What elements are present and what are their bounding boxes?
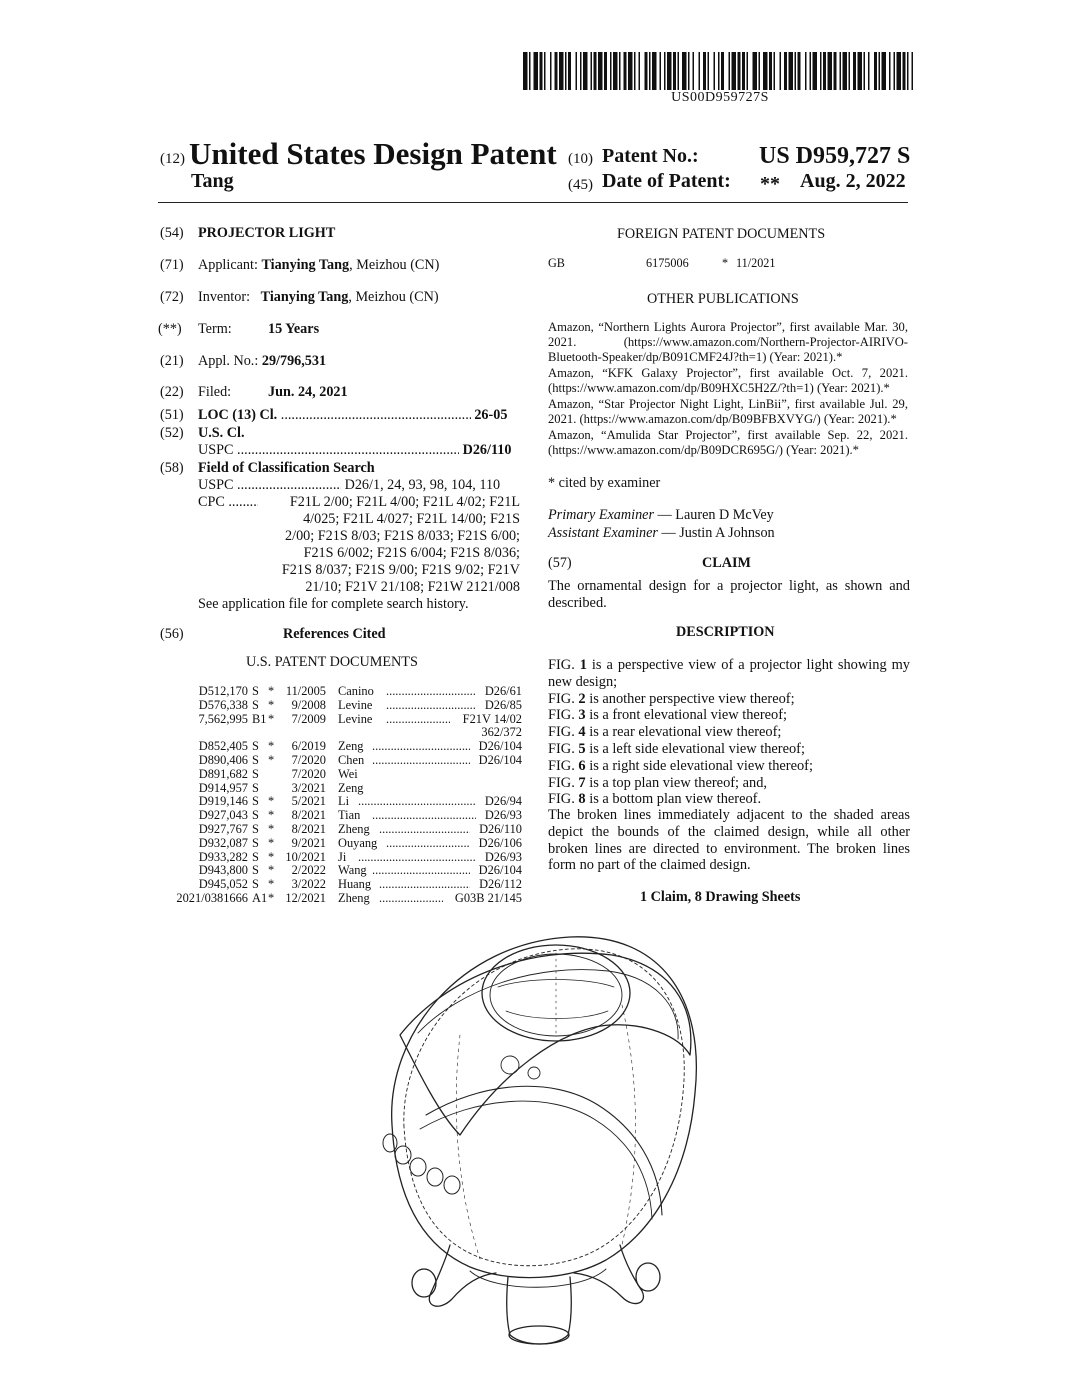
- reference-row: [162, 739, 522, 753]
- reference-kind: S: [252, 863, 259, 878]
- inventor-short: Tang: [191, 170, 234, 192]
- reference-date: 8/2021: [291, 808, 326, 823]
- reference-row: [162, 822, 522, 836]
- reference-row: [162, 836, 522, 850]
- barcode-bar: [798, 52, 801, 90]
- patent-date: Aug. 2, 2022: [800, 170, 906, 192]
- code-52: (52): [160, 425, 184, 441]
- stand: [412, 1245, 660, 1344]
- reference-class: D26/93: [484, 808, 522, 823]
- reference-date: 9/2021: [291, 835, 326, 850]
- field-search-uspc: USPC ..... D26/1, 24, 93, 98, 104, 110: [198, 477, 520, 494]
- reference-kind: S: [252, 766, 259, 781]
- barcode-bar: [649, 52, 651, 90]
- barcode-bar: [843, 52, 848, 90]
- barcode-bar: [673, 52, 676, 90]
- reference-date: 3/2021: [291, 780, 326, 795]
- barcode-bar: [784, 52, 787, 90]
- reference-row: [162, 891, 522, 905]
- reference-kind: S: [252, 739, 259, 754]
- barcode-bar: [550, 52, 552, 90]
- reference-kind: S: [252, 684, 259, 698]
- reference-leader: [386, 712, 450, 726]
- barcode-bar: [789, 52, 794, 90]
- field-search-cpc: CPC .....: [198, 494, 520, 511]
- claim-heading: CLAIM: [702, 555, 751, 571]
- appl-no-line: Appl. No.: 29/796,531: [198, 353, 327, 369]
- cpc-line-1: F21L 2/00; F21L 4/00; F21L 4/02; F21L: [289, 494, 520, 510]
- figure-description: FIG. 2 is another perspective view thereof;: [548, 690, 795, 707]
- foreign-docs-label: FOREIGN PATENT DOCUMENTS: [617, 226, 826, 242]
- filed-date: Jun. 24, 2021: [268, 384, 348, 400]
- reference-star: *: [268, 739, 275, 754]
- barcode-bar: [874, 52, 877, 90]
- reference-name: Ji: [338, 849, 347, 864]
- reference-row: [162, 877, 522, 891]
- reference-leader: [372, 753, 470, 767]
- publication-3: Amazon, “Star Projector Night Light, LinBii”, first available Jul. 29, 2021. (https://www.amazon.com/dp/B09BFBXVYG/) (Year: 2021).*: [548, 397, 908, 427]
- code-51: (51): [160, 407, 184, 423]
- reference-star: *: [268, 794, 275, 809]
- barcode-bar: [912, 52, 914, 90]
- projector-light-drawing: [360, 915, 700, 1355]
- foreign-star: *: [722, 256, 729, 270]
- reference-leader: [386, 836, 470, 850]
- barcode-bar: [795, 52, 797, 90]
- code-54: (54): [160, 225, 184, 241]
- reference-class: D26/85: [484, 697, 522, 712]
- code-71: (71): [160, 257, 184, 273]
- reference-row: [162, 725, 522, 739]
- figure-description: FIG. 7 is a top plan view thereof; and,: [548, 774, 768, 791]
- reference-name: Levine: [338, 697, 373, 712]
- side-swirl: [426, 1086, 662, 1215]
- barcode-bar: [613, 52, 618, 90]
- control-buttons: [383, 1134, 460, 1194]
- barcode-bar: [742, 52, 745, 90]
- barcode-bar: [853, 52, 856, 90]
- reference-row: [162, 684, 522, 698]
- cited-by-examiner: * cited by examiner: [548, 475, 661, 491]
- term-value: 15 Years: [268, 321, 320, 337]
- reference-date: 7/2020: [291, 753, 326, 767]
- reference-number: D943,800: [198, 863, 248, 878]
- uspc-line: USPC ..... D26/110: [198, 442, 520, 459]
- reference-class: D26/104: [478, 863, 522, 878]
- code-56: (56): [160, 626, 184, 642]
- barcode-bar: [523, 52, 528, 90]
- reference-name: Zeng: [338, 739, 364, 754]
- reference-name: Zheng: [338, 891, 370, 905]
- reference-row: [162, 863, 522, 877]
- barcode-bar: [559, 52, 564, 90]
- reference-date: 7/2009: [291, 711, 326, 726]
- filed-label: Filed:: [198, 384, 232, 400]
- reference-class: 362/372: [481, 725, 522, 740]
- barcode-bar: [810, 52, 812, 90]
- reference-kind: S: [252, 877, 259, 892]
- code-12: (12): [160, 151, 185, 167]
- barcode-bar: [544, 52, 546, 90]
- reference-class: F21V 14/02: [462, 711, 522, 726]
- cpc-line-3: 2/00; F21S 8/03; F21S 8/033; F21S 6/00;: [285, 528, 520, 544]
- reference-number: D933,282: [198, 849, 248, 864]
- reference-kind: S: [252, 753, 259, 767]
- barcode-bar: [864, 52, 866, 90]
- reference-name: Zeng: [338, 780, 364, 795]
- applicant-line: Applicant: Tianying Tang, Meizhou (CN): [198, 257, 440, 273]
- barcode-bar: [682, 52, 687, 90]
- patent-no-label: Patent No.:: [602, 145, 699, 167]
- barcode-bar: [879, 52, 881, 90]
- reference-date: 3/2022: [291, 877, 326, 892]
- barcode-bar: [576, 52, 578, 90]
- barcode-bar: [805, 52, 807, 90]
- barcode-bar: [738, 52, 741, 90]
- cpc-line-5: F21S 8/037; F21S 9/00; F21S 9/02; F21V: [281, 562, 520, 578]
- barcode-bar: [907, 52, 909, 90]
- foreign-date: 11/2021: [736, 256, 776, 270]
- reference-kind: S: [252, 835, 259, 850]
- reference-date: 5/2021: [291, 794, 326, 809]
- barcode-bar: [729, 52, 731, 90]
- reference-name: Tian: [338, 808, 361, 823]
- reference-star: *: [268, 835, 275, 850]
- reference-date: 9/2008: [291, 697, 326, 712]
- date-marker: **: [760, 173, 780, 195]
- reference-leader: [379, 877, 470, 891]
- reference-kind: A1: [252, 891, 268, 905]
- barcode: [523, 52, 913, 90]
- claims-summary: 1 Claim, 8 Drawing Sheets: [640, 889, 801, 905]
- code-22: (22): [160, 384, 184, 400]
- reference-class: D26/110: [479, 822, 522, 836]
- barcode-bar: [565, 52, 567, 90]
- barcode-bar: [652, 52, 657, 90]
- barcode-bar: [534, 52, 539, 90]
- barcode-bar: [858, 52, 863, 90]
- barcode-bar: [540, 52, 543, 90]
- reference-leader: [386, 684, 476, 698]
- barcode-bar: [769, 52, 772, 90]
- reference-class: D26/94: [484, 794, 522, 809]
- code-10: (10): [568, 151, 593, 167]
- barcode-bar: [580, 52, 582, 90]
- reference-class: G03B 21/145: [454, 891, 522, 905]
- reference-class: D26/104: [478, 739, 522, 754]
- reference-star: *: [268, 822, 275, 836]
- reference-date: 2/2022: [291, 863, 326, 878]
- reference-number: D919,146: [198, 794, 248, 809]
- reference-kind: S: [252, 849, 259, 864]
- reference-leader: [386, 698, 476, 712]
- reference-row: [162, 781, 522, 795]
- reference-kind: S: [252, 780, 259, 795]
- barcode-bar: [667, 52, 672, 90]
- reference-name: Wei: [338, 766, 358, 781]
- code-45: (45): [568, 177, 593, 193]
- reference-number: D576,338: [198, 697, 248, 712]
- reference-row: [162, 712, 522, 726]
- patent-number: US D959,727 S: [759, 143, 911, 169]
- us-cl-label: U.S. Cl.: [198, 425, 245, 441]
- reference-class: D26/112: [479, 877, 522, 892]
- reference-number: D932,087: [198, 835, 248, 850]
- barcode-bar: [840, 52, 842, 90]
- reference-leader: [358, 794, 476, 808]
- reference-star: *: [268, 697, 275, 712]
- barcode-bar: [598, 52, 603, 90]
- barcode-bar: [708, 52, 710, 90]
- barcode-bar: [721, 52, 724, 90]
- code-21: (21): [160, 353, 184, 369]
- barcode-bar: [610, 52, 612, 90]
- reference-number: 7,562,995: [198, 711, 248, 726]
- reference-row: [162, 767, 522, 781]
- barcode-bar: [714, 52, 716, 90]
- code-58: (58): [160, 460, 184, 476]
- reference-date: 7/2020: [291, 766, 326, 781]
- barcode-bar: [583, 52, 588, 90]
- reference-star: *: [268, 891, 275, 905]
- barcode-bar: [868, 52, 870, 90]
- top-band: [400, 953, 691, 1135]
- barcode-bar: [849, 52, 851, 90]
- barcode-bar: [624, 52, 627, 90]
- reference-row: [162, 794, 522, 808]
- reference-class: D26/104: [478, 753, 522, 767]
- us-patent-documents-label: U.S. PATENT DOCUMENTS: [246, 654, 418, 670]
- barcode-bar: [703, 52, 706, 90]
- reference-name: Canino: [338, 684, 374, 698]
- publication-4: Amazon, “Amulida Star Projector”, first available Sep. 22, 2021. (https://www.amazon.com/dp/B09DCR695G/) (Year: 2021).*: [548, 428, 908, 458]
- assistant-examiner: Assistant Examiner — Justin A Johnson: [548, 525, 775, 541]
- barcode-bar: [555, 52, 558, 90]
- barcode-bar: [813, 52, 818, 90]
- cpc-line-2: 4/025; F21L 4/027; F21L 14/00; F21S: [303, 511, 520, 527]
- reference-number: D512,170: [198, 684, 248, 698]
- reference-class: D26/93: [484, 849, 522, 864]
- barcode-bar: [759, 52, 761, 90]
- barcode-bar: [780, 52, 782, 90]
- reference-row: [162, 698, 522, 712]
- reference-number: 2021/0381666: [176, 891, 248, 905]
- figure-description: FIG. 5 is a left side elevational view thereof;: [548, 740, 805, 757]
- figure-description: FIG. 6 is a right side elevational view thereof;: [548, 757, 813, 774]
- header-rule: [158, 202, 908, 203]
- barcode-bar: [718, 52, 720, 90]
- barcode-bar: [591, 52, 593, 90]
- reference-star: *: [268, 849, 275, 864]
- foreign-country: GB: [548, 256, 565, 270]
- cpc-line-6: 21/10; F21V 21/108; F21W 2121/008: [305, 579, 520, 595]
- barcode-bar: [639, 52, 641, 90]
- reference-name: Levine: [338, 711, 373, 726]
- barcode-bar: [594, 52, 597, 90]
- body-outline-inner: [404, 949, 684, 1266]
- reference-number: D891,682: [198, 766, 248, 781]
- reference-kind: S: [252, 794, 259, 809]
- reference-class: D26/106: [478, 835, 522, 850]
- reference-star: *: [268, 877, 275, 892]
- barcode-bar: [753, 52, 758, 90]
- figure-list: [548, 657, 910, 808]
- term-label: Term:: [198, 321, 232, 337]
- description-heading: DESCRIPTION: [676, 624, 775, 640]
- reference-number: D914,957: [198, 780, 248, 795]
- field-search-label: Field of Classification Search: [198, 460, 375, 476]
- broken-lines-text: The broken lines immediately adjacent to the shaded areas depict the bounds of the claimed design, while all other broken lines are directed to environment. The broken lines form no part of the claimed design.: [548, 807, 910, 874]
- code-term: (**): [158, 321, 182, 337]
- document-title: United States Design Patent: [189, 136, 557, 171]
- barcode-bar: [774, 52, 776, 90]
- barcode-bar: [894, 52, 896, 90]
- figure-description: FIG. 1 is a perspective view of a projector light showing my new design;: [548, 657, 910, 690]
- reference-date: 12/2021: [285, 891, 326, 905]
- reference-name: Ouyang: [338, 835, 378, 850]
- reference-row: [162, 753, 522, 767]
- barcode-bar: [645, 52, 648, 90]
- reference-date: 8/2021: [291, 822, 326, 836]
- reference-class: D26/61: [484, 684, 522, 698]
- reference-leader: [379, 891, 443, 905]
- barcode-bar: [688, 52, 690, 90]
- barcode-bar: [747, 52, 749, 90]
- reference-row: [162, 850, 522, 864]
- barcode-bar: [732, 52, 737, 90]
- cpc-line-4: F21S 6/002; F21S 6/004; F21S 8/036;: [303, 545, 520, 561]
- reference-star: *: [268, 808, 275, 823]
- code-57: (57): [548, 555, 572, 571]
- body-outline: [392, 937, 697, 1278]
- barcode-bar: [604, 52, 607, 90]
- reference-name: Wang: [338, 863, 367, 878]
- reference-leader: [372, 739, 470, 753]
- figure-description: FIG. 4 is a rear elevational view thereof;: [548, 724, 782, 741]
- reference-name: Huang: [338, 877, 372, 892]
- barcode-bar: [529, 52, 531, 90]
- barcode-bar: [897, 52, 902, 90]
- figure-description: FIG. 3 is a front elevational view thereof;: [548, 707, 787, 724]
- barcode-bar: [820, 52, 822, 90]
- reference-kind: B1: [252, 711, 267, 726]
- reference-kind: S: [252, 822, 259, 836]
- code-72: (72): [160, 289, 184, 305]
- publication-1: Amazon, “Northern Lights Aurora Projector”, first available Mar. 30, 2021. (https://www.amazon.com/Northern-Projector-AIRIVO-Bluetooth-Speaker/dp/B091CMF24J?th=1) (Year: 2021).*: [548, 320, 908, 365]
- reference-number: D852,405: [198, 739, 248, 754]
- reference-star: *: [268, 684, 275, 698]
- reference-date: 11/2005: [285, 684, 326, 698]
- barcode-bar: [619, 52, 621, 90]
- search-history-note: See application file for complete search history.: [198, 596, 469, 612]
- barcode-bar: [660, 52, 662, 90]
- barcode-bar: [828, 52, 833, 90]
- publication-2: Amazon, “KFK Galaxy Projector”, first available Oct. 7, 2021. (https://www.amazon.com/dp/B09HXC5H2Z/?th=1) (Year: 2021).*: [548, 366, 908, 396]
- barcode-bar: [678, 52, 680, 90]
- barcode-bar: [699, 52, 701, 90]
- reference-date: 10/2021: [285, 849, 326, 864]
- barcode-bar: [763, 52, 768, 90]
- barcode-bar: [693, 52, 695, 90]
- primary-examiner: Primary Examiner — Lauren D McVey: [548, 507, 774, 523]
- loc-line: LOC (13) Cl. ..... 26-05: [198, 407, 518, 424]
- reference-leader: [372, 808, 476, 822]
- references-cited-label: References Cited: [283, 626, 386, 642]
- reference-kind: S: [252, 697, 259, 712]
- reference-name: Zheng: [338, 822, 370, 836]
- barcode-bar: [568, 52, 571, 90]
- claim-text: The ornamental design for a projector light, as shown and described.: [548, 578, 910, 611]
- reference-number: D927,767: [198, 822, 248, 836]
- barcode-bar: [628, 52, 633, 90]
- barcode-bar: [634, 52, 636, 90]
- reference-name: Li: [338, 794, 350, 809]
- reference-number: D927,043: [198, 808, 248, 823]
- barcode-bar: [882, 52, 887, 90]
- barcode-bar: [664, 52, 666, 90]
- other-publications-label: OTHER PUBLICATIONS: [647, 291, 799, 307]
- reference-star: *: [268, 863, 275, 878]
- reference-leader: [358, 850, 476, 864]
- barcode-bar: [834, 52, 837, 90]
- reference-kind: S: [252, 808, 259, 823]
- barcode-number: US00D959727S: [671, 90, 769, 105]
- barcode-bar: [889, 52, 891, 90]
- inventor-line: Inventor: Tianying Tang, Meizhou (CN): [198, 289, 439, 305]
- invention-title: PROJECTOR LIGHT: [198, 225, 336, 241]
- reference-name: Chen: [338, 753, 365, 767]
- barcode-bar: [823, 52, 826, 90]
- reference-date: 6/2019: [291, 739, 326, 754]
- reference-row: [162, 808, 522, 822]
- reference-number: D890,406: [198, 753, 248, 767]
- reference-star: *: [268, 753, 275, 767]
- reference-star: *: [268, 711, 275, 726]
- reference-leader: [379, 822, 470, 836]
- figure-description: FIG. 8 is a bottom plan view thereof.: [548, 791, 762, 808]
- reference-number: D945,052: [198, 877, 248, 892]
- barcode-bar: [903, 52, 906, 90]
- reference-leader: [372, 863, 470, 877]
- date-label: Date of Patent:: [602, 170, 731, 192]
- foreign-number: 6175006: [646, 256, 689, 270]
